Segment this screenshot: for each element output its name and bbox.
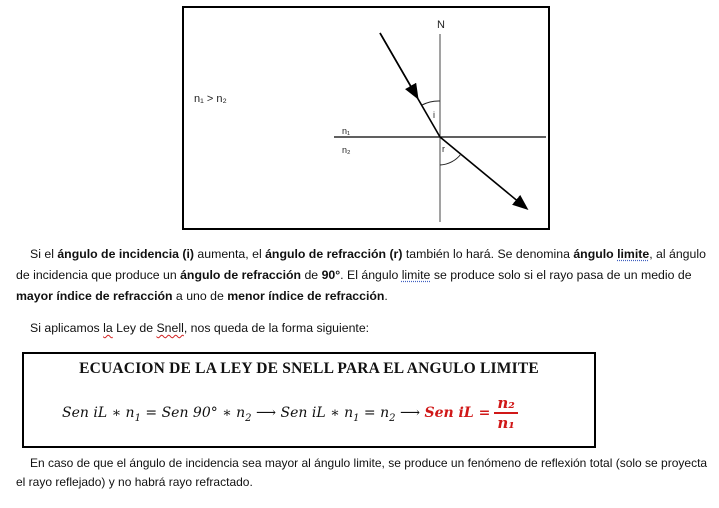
- bold-text: ángulo de refracción (r): [265, 247, 403, 261]
- eq-numerator: n₂: [494, 394, 517, 414]
- text: la: [103, 321, 113, 335]
- arrow-icon: ⟶: [395, 405, 425, 421]
- text: , al ángulo de incidencia que produce un: [16, 247, 706, 282]
- eq-sub: 2: [389, 412, 396, 424]
- text: Si el: [30, 247, 58, 261]
- text: aumenta, el: [194, 247, 266, 261]
- bold-text: ángulo de incidencia (i): [57, 247, 194, 261]
- refraction-svg: [184, 8, 548, 228]
- text: también lo hará. Se denomina: [402, 247, 574, 261]
- eq-denominator: n₁: [497, 414, 515, 432]
- paragraph-angle-limit: [16, 244, 712, 307]
- eq-result-fraction: [494, 394, 517, 432]
- eq-part: Sen iL ∗ n: [280, 405, 354, 421]
- text: . El ángulo: [340, 268, 402, 282]
- incident-ray-arrow: [380, 33, 417, 97]
- equation-box: [22, 352, 596, 448]
- bold-text: ángulo de refracción: [180, 268, 302, 282]
- eq-result-lhs: Sen iL =: [424, 405, 491, 421]
- text: a uno de: [172, 289, 228, 303]
- equation-line: [62, 394, 518, 432]
- normal-label: N: [437, 19, 445, 31]
- medium-relation-label: n₁ > n₂: [194, 93, 227, 105]
- incidence-angle-arc: [422, 101, 440, 105]
- refracted-ray: [440, 137, 526, 208]
- eq-sub: 2: [245, 412, 252, 424]
- refraction-angle-label: r: [442, 144, 445, 154]
- bold-text: mayor índice de refracción: [16, 289, 173, 303]
- bold-text: limite: [617, 247, 650, 261]
- text: Snell: [156, 321, 184, 335]
- text: de: [301, 268, 322, 282]
- equation-title: ECUACION DE LA LEY DE SNELL PARA EL ANGULO LIMITE: [79, 360, 539, 377]
- incidence-angle-label: i: [433, 110, 435, 120]
- text: limite: [401, 268, 431, 282]
- paragraph-total-reflection: En caso de que el ángulo de incidencia sea mayor al ángulo limite, se produce un fenómeno de reflexión total (solo se proyecta el rayo reflejado) y no habrá rayo refractado.: [16, 456, 708, 489]
- eq-part: = Sen 90° ∗ n: [140, 405, 246, 421]
- text: se produce solo si el rayo pasa de un medio de: [430, 268, 692, 282]
- text: Si aplicamos: [30, 321, 104, 335]
- bold-text: 90°: [321, 268, 341, 282]
- eq-part: = n: [359, 405, 390, 421]
- lower-medium-label: n₂: [342, 145, 351, 155]
- refraction-diagram: [182, 6, 550, 230]
- text: , nos queda de la forma siguiente:: [183, 321, 370, 335]
- eq-sub: 1: [353, 412, 360, 424]
- eq-part: Sen iL ∗ n: [62, 405, 135, 421]
- bold-text: menor índice de refracción: [227, 289, 385, 303]
- arrow-icon: ⟶: [251, 405, 281, 421]
- bold-text: ángulo: [573, 247, 618, 261]
- text: Ley de: [112, 321, 157, 335]
- text: .: [384, 289, 388, 303]
- paragraph-snell-intro: [16, 318, 712, 339]
- refraction-angle-arc: [440, 154, 461, 165]
- eq-sub: 1: [134, 412, 141, 424]
- upper-medium-label: n₁: [342, 126, 351, 136]
